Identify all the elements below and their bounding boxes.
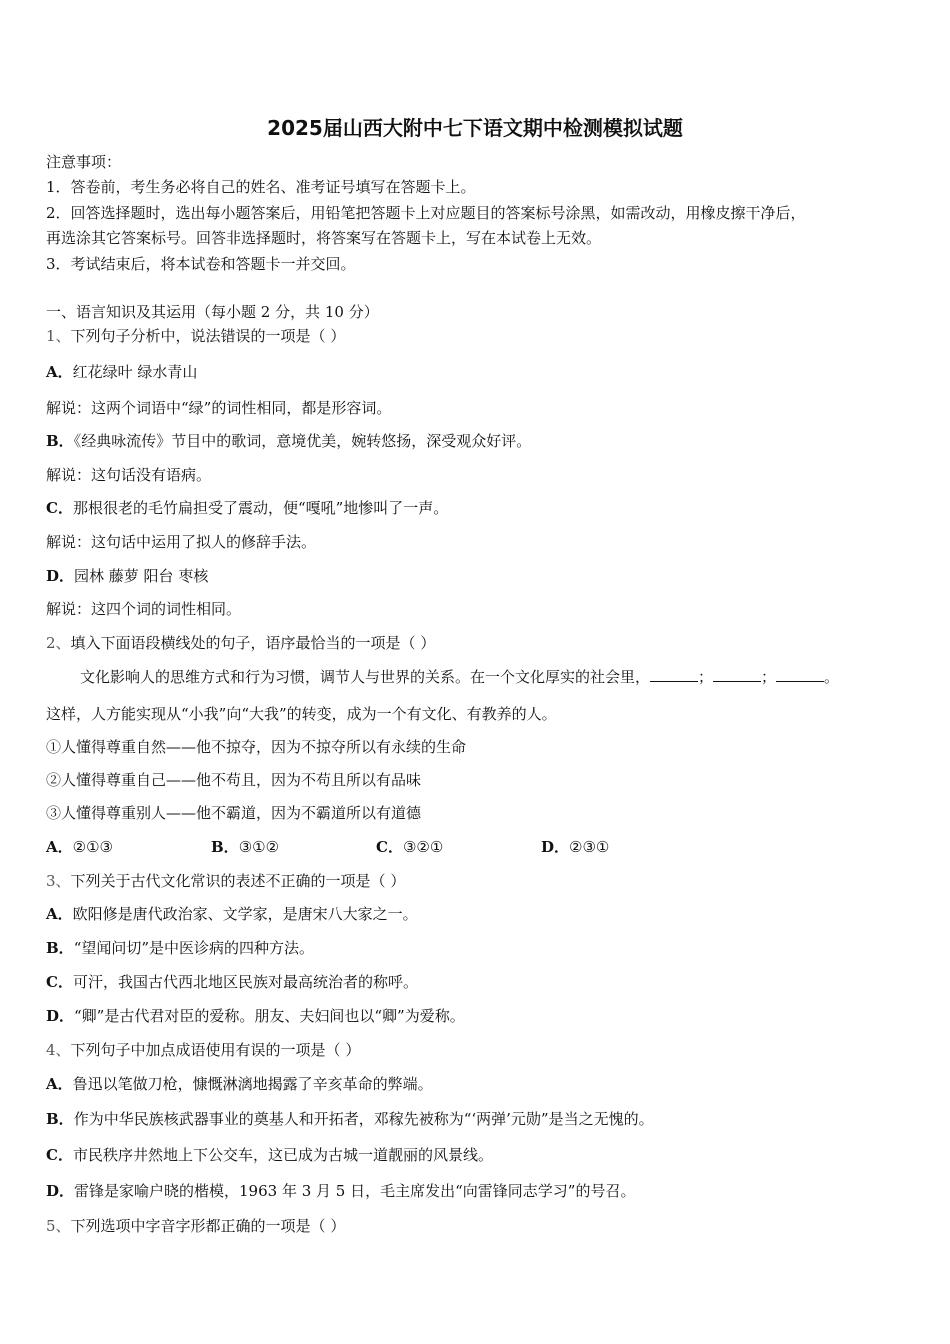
q2-option-b: B．③①② — [211, 838, 280, 856]
option-text: 作为中华民族核武器事业的奠基人和开拓者，邓稼先被称为“‘两弹’元勋”是当之无愧的。 — [73, 1110, 654, 1128]
q4-option-b — [46, 1109, 654, 1129]
q1-option-a — [46, 362, 197, 382]
q1-option-b — [46, 431, 531, 451]
blank-separator: ； — [761, 668, 777, 686]
exam-title: 2025届山西大附中七下语文期中检测模拟试题 — [267, 116, 683, 140]
notice-heading: 注意事项： — [46, 153, 122, 171]
passage-text: 文化影响人的思维方式和行为习惯，调节人与世界的关系。在一个文化厚实的社会里， — [80, 668, 651, 686]
notice-item-3: 3．考试结束后，将本试卷和答题卡一并交回。 — [46, 255, 356, 273]
question-number: 4、 — [46, 1041, 71, 1059]
answer-blank — [713, 667, 761, 682]
q4-option-a — [46, 1074, 433, 1094]
q1-option-c — [46, 498, 448, 518]
answer-blank — [776, 667, 824, 682]
question-number: 5、 — [46, 1217, 71, 1235]
option-label: D． — [46, 1182, 75, 1200]
option-text: 雷锋是家喻户晓的楷模，1963 年 3 月 5 日，毛主席发出“向雷锋同志学习”的号召。 — [74, 1182, 636, 1200]
option-label: A． — [46, 363, 73, 381]
answer-blank — [650, 667, 698, 682]
notice-item-2: 2．回答选择题时，选出每小题答案后，用铅笔把答题卡上对应题目的答案标号涂黑，如需改动，用橡皮擦干净后， — [46, 204, 806, 222]
q2-passage-cont: 这样，人方能实现从“小我”向“大我”的转变，成为一个有文化、有教养的人。 — [46, 705, 557, 723]
q3-option-a — [46, 904, 418, 924]
notice-item-2-cont: 再选涂其它答案标号。回答非选择题时，将答案写在答题卡上，写在本试卷上无效。 — [46, 229, 602, 247]
q1-explanation-c: 解说：这句话中运用了拟人的修辞手法。 — [46, 533, 317, 551]
q2-option-c: C．③②① — [376, 838, 444, 856]
option-label: A． — [46, 1075, 73, 1093]
q2-sentence-2: ②人懂得尊重自己——他不苟且，因为不苟且所以有品味 — [46, 771, 422, 789]
q2-sentence-1: ①人懂得尊重自然——他不掠夺，因为不掠夺所以有永续的生命 — [46, 738, 467, 756]
question-4 — [46, 1040, 360, 1060]
q1-explanation-a: 解说：这两个词语中“绿”的词性相同，都是形容词。 — [46, 399, 392, 417]
question-stem: 填入下面语段横线处的句子，语序最恰当的一项是（ ） — [70, 634, 436, 652]
question-5 — [46, 1216, 345, 1236]
q2-sentence-3: ③人懂得尊重别人——他不霸道，因为不霸道所以有道德 — [46, 804, 422, 822]
q4-option-c — [46, 1145, 493, 1165]
section-heading: 一、语言知识及其运用（每小题 2 分，共 10 分） — [46, 303, 379, 321]
option-label: D． — [46, 1007, 75, 1025]
q4-option-d — [46, 1181, 635, 1201]
option-label: B． — [46, 432, 74, 450]
option-label: A． — [46, 905, 73, 923]
option-label: C． — [46, 1146, 73, 1164]
option-text: 鲁迅以笔做刀枪，慷慨淋漓地揭露了辛亥革命的弊端。 — [72, 1075, 433, 1093]
question-3 — [46, 871, 405, 891]
question-number: 3、 — [46, 872, 71, 890]
q2-passage — [80, 667, 839, 687]
option-text: 红花绿叶 绿水青山 — [72, 363, 198, 381]
question-number: 2、 — [46, 634, 71, 652]
option-text: 《经典咏流传》节目中的歌词，意境优美，婉转悠扬，深受观众好评。 — [73, 432, 532, 450]
q1-explanation-b: 解说：这句话没有语病。 — [46, 466, 212, 484]
notice-item-1: 1．答卷前，考生务必将自己的姓名、准考证号填写在答题卡上。 — [46, 178, 476, 196]
option-label: B． — [46, 939, 74, 957]
blank-separator: ； — [698, 668, 714, 686]
option-text: 可汗，我国古代西北地区民族对最高统治者的称呼。 — [72, 973, 418, 991]
q1-option-d — [46, 566, 208, 586]
option-label: C． — [46, 973, 73, 991]
question-number: 1、 — [46, 327, 71, 345]
q3-option-c — [46, 972, 418, 992]
question-2 — [46, 633, 435, 653]
option-text: 园林 藤萝 阳台 枣核 — [74, 567, 209, 585]
question-stem: 下列句子分析中，说法错误的一项是（ ） — [70, 327, 346, 345]
question-stem: 下列选项中字音字形都正确的一项是（ ） — [70, 1217, 346, 1235]
option-text: “卿”是古代君对臣的爱称。朋友、夫妇间也以“卿”为爱称。 — [74, 1007, 465, 1025]
option-label: C． — [46, 499, 73, 517]
q2-options — [46, 837, 706, 857]
option-label: B． — [46, 1110, 74, 1128]
q3-option-b — [46, 938, 314, 958]
passage-end: 。 — [824, 668, 840, 686]
option-text: 市民秩序井然地上下公交车，这已成为古城一道靓丽的风景线。 — [72, 1146, 493, 1164]
option-label: D． — [46, 567, 75, 585]
option-text: 那根很老的毛竹扁担受了震动，便“嘎吼”地惨叫了一声。 — [72, 499, 449, 517]
option-text: 欧阳修是唐代政治家、文学家，是唐宋八大家之一。 — [72, 905, 418, 923]
q2-option-a: A．②①③ — [46, 838, 113, 856]
option-text: “望闻问切”是中医诊病的四种方法。 — [73, 939, 315, 957]
q3-option-d — [46, 1006, 465, 1026]
question-1 — [46, 326, 345, 346]
q1-explanation-d: 解说：这四个词的词性相同。 — [46, 600, 242, 618]
question-stem: 下列关于古代文化常识的表述不正确的一项是（ ） — [70, 872, 406, 890]
q2-option-d: D．②③① — [541, 838, 610, 856]
question-stem: 下列句子中加点成语使用有误的一项是（ ） — [70, 1041, 361, 1059]
